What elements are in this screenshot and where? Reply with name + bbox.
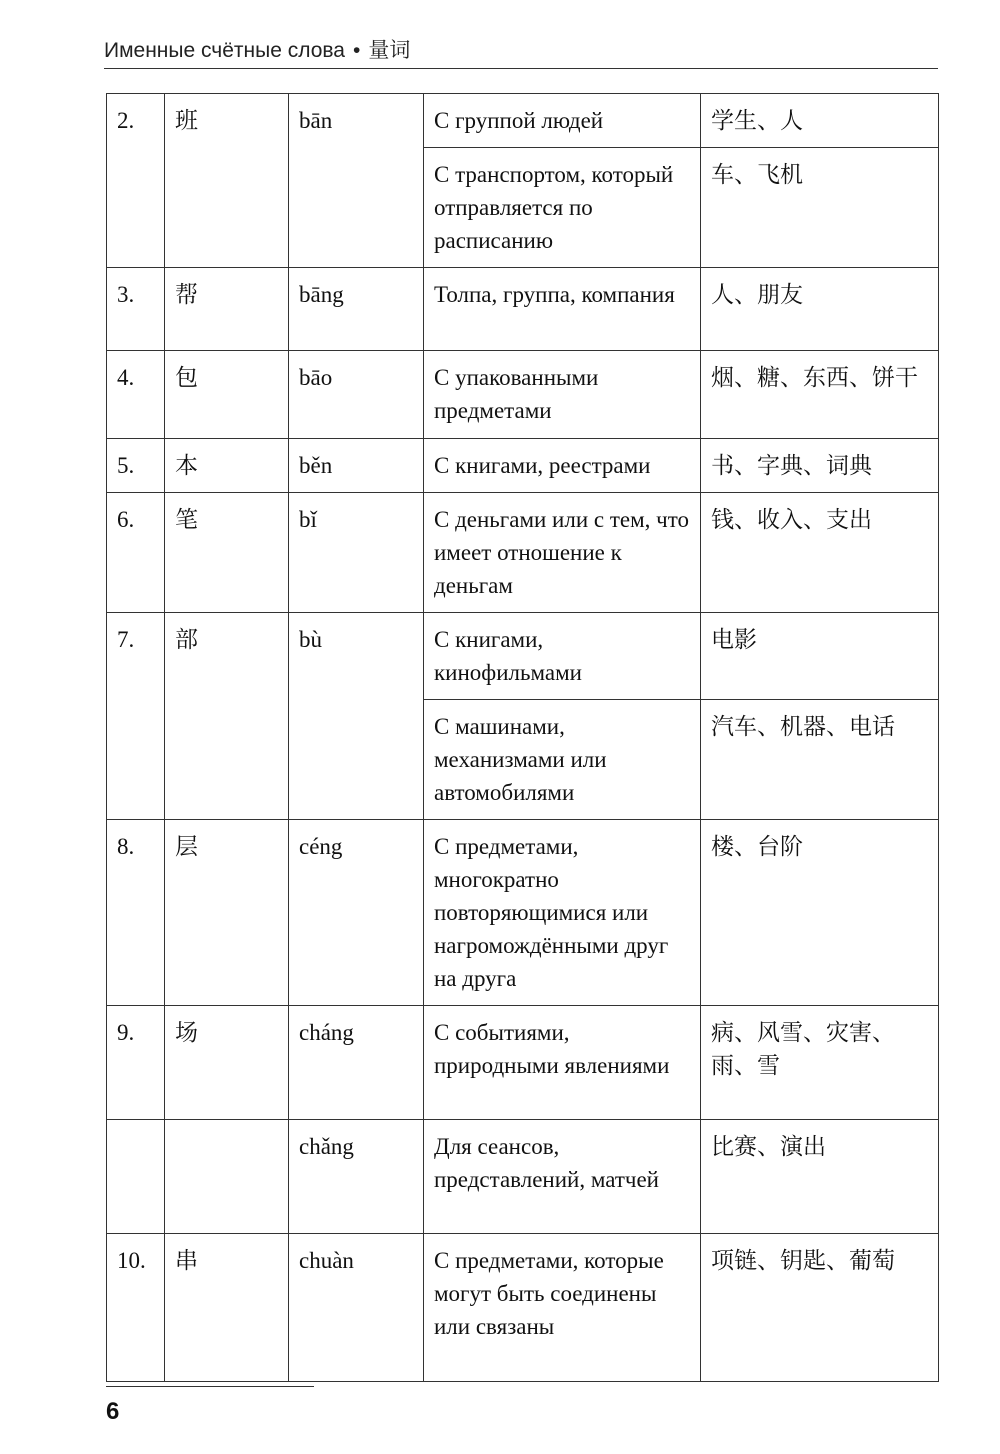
usage-description: С деньгами или с тем, что имеет отношение к деньгам [424,493,701,613]
pinyin: bāng [289,268,424,351]
examples: 电影 [701,613,939,700]
measure-word: 串 [165,1234,289,1382]
examples: 学生、人 [701,94,939,148]
row-number: 2. [107,94,165,268]
examples: 楼、台阶 [701,820,939,1006]
examples: 比赛、演出 [701,1120,939,1234]
table-row [107,94,939,148]
header-separator: • [353,39,361,62]
usage-description: С группой людей [424,94,701,148]
usage-description: С транспортом, который отправляется по расписанию [424,148,701,268]
header-title: Именные счётные слова [104,39,345,62]
pinyin: céng [289,820,424,1006]
usage-description: Для сеансов, представлений, матчей [424,1120,701,1234]
pinyin: chuàn [289,1234,424,1382]
row-number [107,1120,165,1234]
examples: 汽车、机器、电话 [701,700,939,820]
pinyin: cháng [289,1006,424,1120]
measure-word: 帮 [165,268,289,351]
examples: 病、风雪、灾害、雨、雪 [701,1006,939,1120]
row-number: 7. [107,613,165,820]
usage-description: С книгами, кинофильмами [424,613,701,700]
usage-description: С событиями, природными явлениями [424,1006,701,1120]
measure-word: 场 [165,1006,289,1120]
table-row [107,820,939,1006]
examples: 人、朋友 [701,268,939,351]
row-number: 9. [107,1006,165,1120]
pinyin: bù [289,613,424,820]
row-number: 4. [107,351,165,439]
running-header [104,34,936,64]
page-number: 6 [106,1398,120,1425]
measure-word [165,1120,289,1234]
table-row [107,1234,939,1382]
usage-description: С книгами, реестрами [424,439,701,493]
table-row [107,1120,939,1234]
table-row [107,439,939,493]
measure-word: 笔 [165,493,289,613]
header-subtitle: 量词 [368,39,411,62]
row-number: 3. [107,268,165,351]
examples: 烟、糖、东西、饼干 [701,351,939,439]
measure-word: 部 [165,613,289,820]
usage-description: С машинами, механизмами или автомобилями [424,700,701,820]
row-number: 6. [107,493,165,613]
row-number: 5. [107,439,165,493]
row-number: 10. [107,1234,165,1382]
row-number: 8. [107,820,165,1006]
footer-rule [106,1386,314,1387]
table-row [107,1006,939,1120]
pinyin: bāo [289,351,424,439]
examples: 项链、钥匙、葡萄 [701,1234,939,1382]
measure-word: 班 [165,94,289,268]
table-row [107,351,939,439]
table-row [107,493,939,613]
examples: 书、字典、词典 [701,439,939,493]
examples: 钱、收入、支出 [701,493,939,613]
usage-description: С упакованными предметами [424,351,701,439]
measure-word: 层 [165,820,289,1006]
pinyin: běn [289,439,424,493]
header-rule [104,68,938,69]
usage-description: С предметами, многократно повторяющимися или нагромождёнными друг на друга [424,820,701,1006]
measure-words-table [106,93,939,1382]
table-row [107,613,939,700]
examples: 车、飞机 [701,148,939,268]
measure-word: 本 [165,439,289,493]
pinyin: bān [289,94,424,268]
table-row [107,268,939,351]
usage-description: Толпа, группа, компания [424,268,701,351]
usage-description: С предметами, которые могут быть соединены или связаны [424,1234,701,1382]
measure-word: 包 [165,351,289,439]
pinyin: chǎng [289,1120,424,1234]
pinyin: bǐ [289,493,424,613]
